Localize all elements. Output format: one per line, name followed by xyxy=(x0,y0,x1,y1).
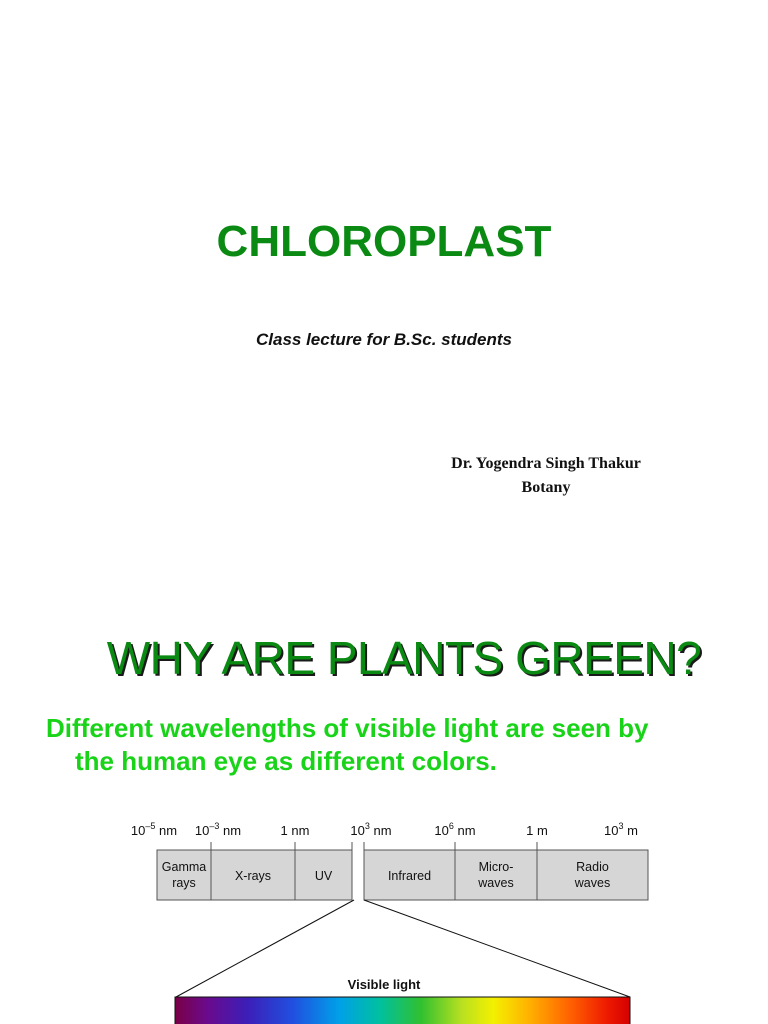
spectrum-band-label: X-rays xyxy=(234,869,272,883)
author-block xyxy=(420,452,672,500)
slide-title: CHLOROPLAST xyxy=(216,217,552,266)
author-department: Botany xyxy=(521,479,571,496)
electromagnetic-spectrum-diagram xyxy=(0,810,768,1024)
spectrum-band-label: UV xyxy=(314,869,333,883)
spectrum-band-label: Radio waves xyxy=(574,860,611,890)
spectrum-band-label: Infrared xyxy=(387,869,432,883)
body-text-line-1: Different wavelengths of visible light are seen by xyxy=(46,713,649,743)
slide2-title: WHY ARE PLANTS GREEN? xyxy=(106,632,702,684)
zoom-line-left xyxy=(176,900,354,997)
scale-tick-label: 1 nm xyxy=(280,823,310,838)
slide-subtitle: Class lecture for B.Sc. students xyxy=(255,330,513,349)
scale-tick-label: $10^{-5}$ nm xyxy=(130,821,178,838)
scale-tick-label: 1 m xyxy=(526,823,548,838)
spectrum-band-label: Gamma rays xyxy=(161,860,207,890)
scale-tick-label: $10^6$ nm xyxy=(434,821,476,838)
scale-tick-label: $10^3$ m xyxy=(604,821,638,838)
slide2-body-text xyxy=(46,712,761,778)
scale-tick-label: $10^3$ nm xyxy=(350,821,392,838)
scale-tick-label: $10^{-3}$ nm xyxy=(194,821,242,838)
spectrum-band-label: Micro-waves xyxy=(478,860,514,890)
visible-light-bar xyxy=(175,997,630,1024)
visible-light-label: Visible light xyxy=(347,977,421,992)
author-name: Dr. Yogendra Singh Thakur xyxy=(451,455,641,472)
body-text-line-2: the human eye as different colors. xyxy=(75,746,497,776)
